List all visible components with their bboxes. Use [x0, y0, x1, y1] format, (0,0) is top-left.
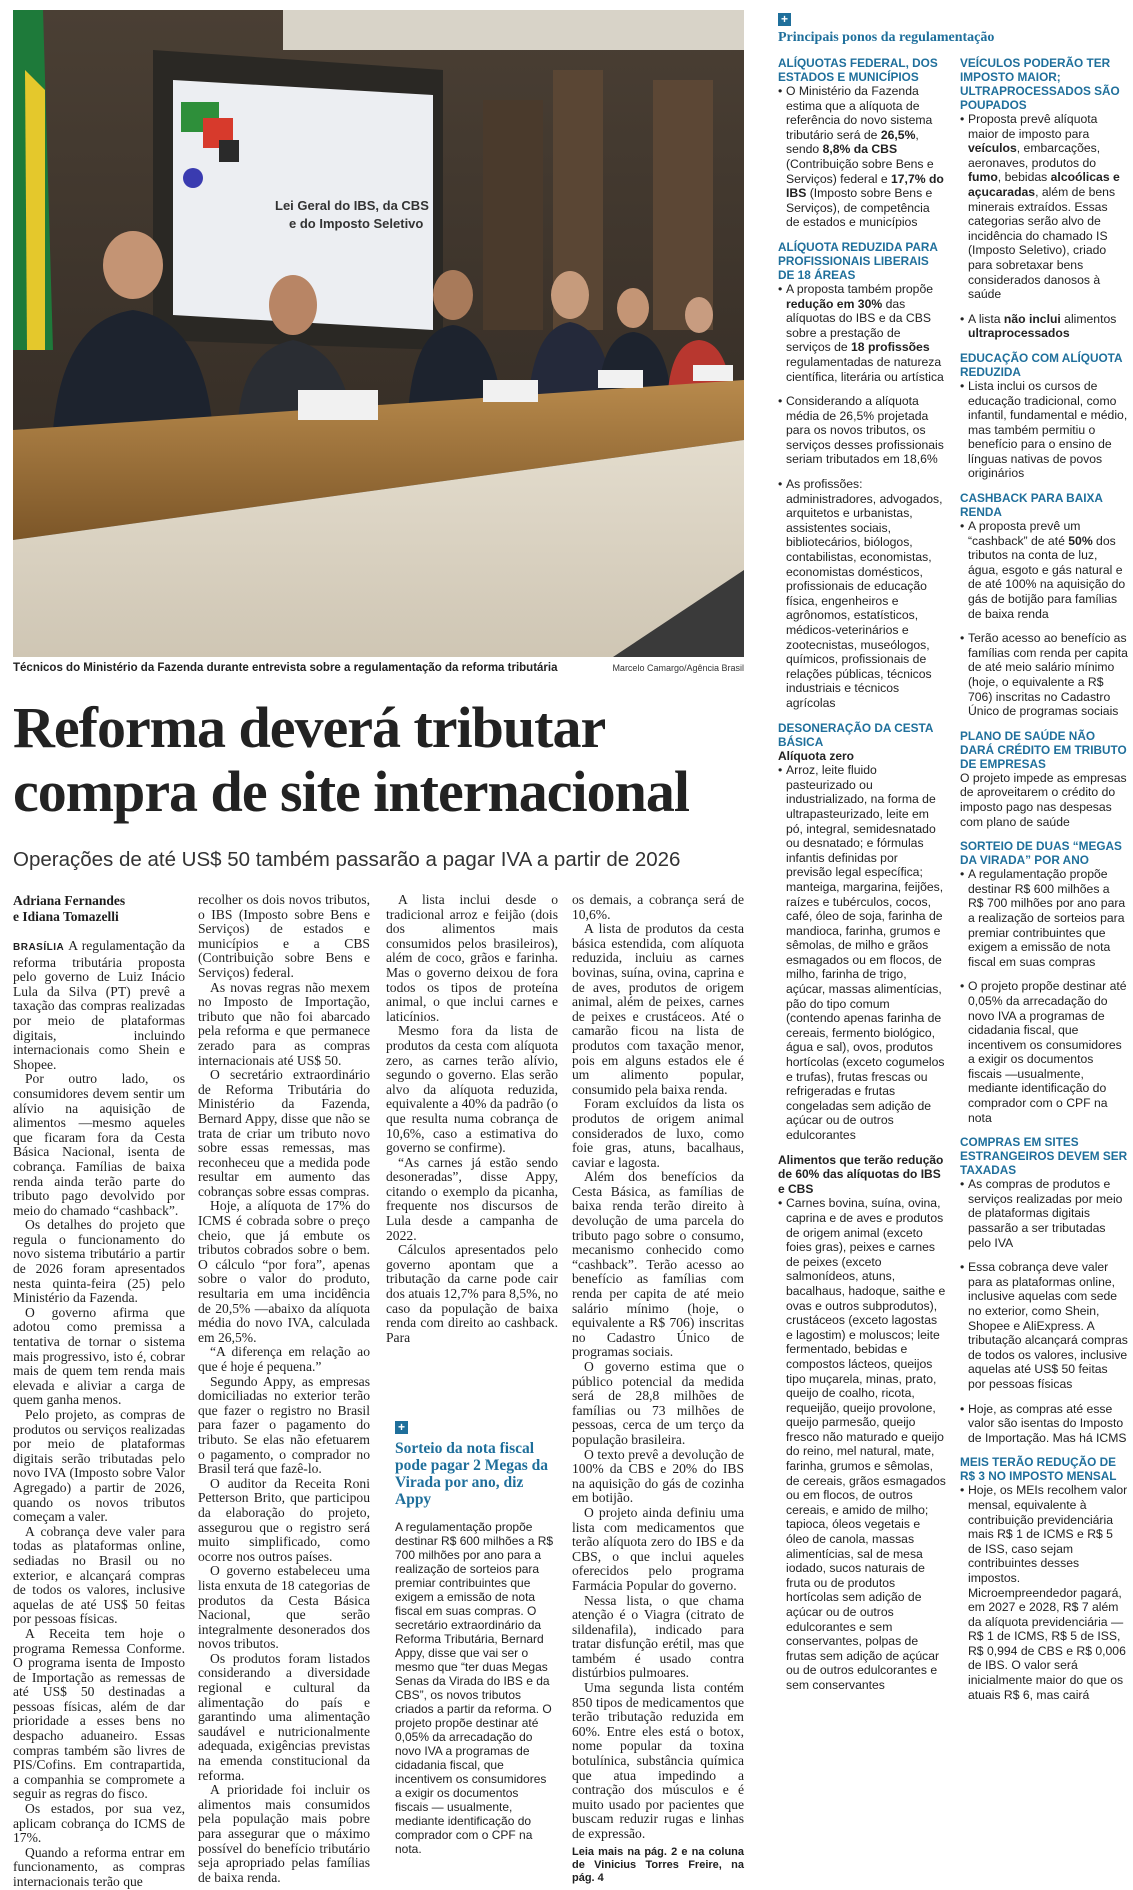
article-column-3 — [386, 893, 558, 1345]
paragraph: “A diferença em relação ao que é hoje é pequena.” — [198, 1344, 370, 1374]
paragraph: O governo estabeleceu uma lista enxuta de 18 categorias de produtos da Cesta Básica Nacional, que serão integralmente desonerados dos novos tributos. — [198, 1563, 370, 1652]
dateline: BRASÍLIA — [13, 942, 65, 953]
paragraph: Por outro lado, os consumidores devem sentir um alívio na aquisição de alimentos —mesmo aqueles que ficaram fora da Cesta Básica Nacional, isenta de cobrança. Famílias de baixa renda ainda terão parte do tributo pago devolvido por meio do chamado “cashback”. — [13, 1071, 185, 1218]
sidebox-title: Sorteio da nota fiscal pode pagar 2 Megas da Virada por ano, diz Appy — [395, 1440, 549, 1508]
paragraph: Pelo projeto, as compras de produtos ou serviços realizadas por meio de plataformas digitais serão tributadas pelo novo IVA (Imposto sobre Valor Agregado) a partir de 2026, quando os novos tributos começam a valer. — [13, 1407, 185, 1525]
section-heading: ALÍQUOTAS FEDERAL, DOS ESTADOS E MUNICÍPIOS — [778, 56, 938, 84]
section-aliquotas — [778, 56, 946, 230]
section-heading: EDUCAÇÃO COM ALÍQUOTA REDUZIDA — [960, 350, 1123, 379]
paragraph: O texto prevê a devolução de 100% da CBS e 20% do IBS na aquisição do gás de cozinha em botijão. — [572, 1446, 744, 1506]
paragraph: As novas regras não mexem no Imposto de Importação, tributo que não foi abarcado pela reforma e que permanece zerado para as compras internacionais até US$ 50. — [198, 979, 370, 1068]
section-cesta-basica — [778, 721, 946, 1693]
section-heading: DESONERAÇÃO DA CESTA BÁSICA — [778, 720, 933, 749]
plus-icon: + — [395, 1421, 408, 1434]
section-sorteio — [960, 839, 1128, 1125]
paragraph: Os detalhes do projeto que regula o funcionamento do novo sistema tributário a partir de 2026 foram apresentados nesta quinta-feira (25) pelo Ministério da Fazenda. — [13, 1217, 185, 1306]
plus-icon: + — [778, 13, 791, 26]
byline-author-1: Adriana Fernandes — [13, 893, 126, 908]
subheadline: Operações de até US$ 50 também passarão a pagar IVA a partir de 2026 — [13, 848, 681, 871]
paragraph: Além dos benefícios da Cesta Básica, as famílias de baixa renda terão direito à devolução de uma parcela do tributo pago sobre o consumo, mecanismo conhecido como “cashback”. Terão acesso ao benefício as famílias com renda per capita de até meio salário mínimo (hoje, o equivalente a R$ 706) inscritas no Cadastro Único de programas sociais. — [572, 1169, 744, 1360]
article-column-1 — [13, 893, 185, 1890]
paragraph: A lista de produtos da cesta básica estendida, com alíquota reduzida, incluiu as carnes bovinas, suína, ovina, caprina e de aves, produtos de origem animal, além de peixes, carnes de peixes e crustáceos. Até o camarão ficou na lista de produtos com taxação menor, pois em alguns estados ele é um alimento popular, consumido pela baixa renda. — [572, 921, 744, 1097]
paragraph: A lista inclui desde o tradicional arroz e feijão (dois dos alimentos mais consumidos pelos brasileiros), além de coco, grãos e farinha. Mas o governo deixou de fora todos os tipos de proteína animal, o que inclui carnes e laticínios. — [386, 892, 558, 1024]
photo-caption — [13, 662, 744, 674]
bullet: • A proposta prevê um “cashback” de até 50% dos tributos na conta de luz, água, esgoto e gás natural e de até 100% na aquisição do gás de botijão para famílias de baixa renda — [960, 519, 1128, 621]
byline — [13, 893, 185, 925]
bullet: • A proposta também propõe redução em 30% das alíquotas do IBS e da CBS sobre a prestação de serviços de 18 profissões regulamentadas de natureza científica, literária ou artística — [778, 282, 946, 384]
headline-line-1: Reforma deverá tributar — [13, 695, 606, 760]
bullet: • As compras de produtos e serviços realizadas por meio de plataformas digitais passarão a ser tributadas pelo IVA — [960, 1177, 1128, 1250]
section-sites — [960, 1135, 1128, 1445]
bullet: • Terão acesso ao benefício as famílias com renda per capita de até meio salário mínimo (hoje, o equivalente a R$ 706) inscritas no Cadastro Único de programas sociais — [960, 631, 1128, 719]
panel-column-right — [960, 56, 1128, 1712]
headline — [13, 696, 744, 824]
paragraph: Quando a reforma entrar em funcionamento, as compras internacionais terão que — [13, 1844, 185, 1889]
bullet: • O projeto propõe destinar até 0,05% da arrecadação do novo IVA a programas de cidadania fiscal, que incentivem os consumidores a exigir os documentos fiscais —usualmente, mediante identificação do comprador com o CPF na nota — [960, 979, 1128, 1125]
read-more-note: Leia mais na pág. 2 e na coluna de Vinicius Torres Freire, na pág. 4 — [572, 1845, 744, 1884]
paragraph: O projeto ainda definiu uma lista com medicamentos que terão alíquota zero do IBS e da CBS, o que inclui aqueles oferecidos pelo programa Farmácia Popular do governo. — [572, 1504, 744, 1593]
section-cashback — [960, 491, 1128, 719]
paragraph: Mesmo fora da lista de produtos da cesta com alíquota zero, as carnes terão alívio, segundo o governo. Elas serão alvo da alíquota reduzida, equivalente a 40% da padrão (o que resulta numa cobrança de 10,6%, caso a estimativa do governo se confirme). — [386, 1023, 558, 1156]
section-heading: COMPRAS EM SITES ESTRANGEIROS DEVEM SER TAXADAS — [960, 1135, 1128, 1178]
bullet: • Carnes bovina, suína, ovina, caprina e de aves e produtos de origem animal (exceto foies gras), peixes e carnes de peixes (exceto salmonídeos, atuns, bacalhaus, hadoque, saithe e ovas e outros subprodutos), crustáceos (exceto lagostas e lagostim) e moluscos; leite fermentado, bebidas e compostos lácteos, queijos tipo muçarela, minas, prato, queijo de coalho, ricota, requeijão, queijo provolone, queijo parmesão, queijo fresco não maturado e queijo do reino, mel natural, mate, farinha, grumos e sêmolas, de cereais, grãos esmagados ou em flocos, de outros cereais, e amido de milho; tapioca, óleos vegetais e óleo de canola, massas alimentícias, sal de mesa iodado, sucos naturais de fruta ou de produtos hortícolas sem adição de açúcar ou de outros edulcorantes e sem conservantes, polpas de frutas sem adição de açúcar ou de outros edulcorantes e sem conservantes — [778, 1196, 946, 1692]
caption-text: Técnicos do Ministério da Fazenda durante entrevista sobre a regulamentação da reforma tributária — [13, 662, 558, 674]
section-heading: CASHBACK PARA BAIXA RENDA — [960, 491, 1103, 520]
section-text: O projeto impede as empresas de aproveitarem o crédito do imposto pago nas despesas com plano de saúde — [960, 770, 1127, 829]
paragraph: Os estados, por sua vez, aplicam cobrança do ICMS de 17%. — [13, 1801, 185, 1846]
paragraph: Nessa lista, o que chama atenção é o Viagra (citrato de sildenafila), indicado para tratar disfunção erétil, mas que também é usado contra distúrbios pulmoares. — [572, 1592, 744, 1681]
paragraph: BRASÍLIA A regulamentação da reforma tributária proposta pelo governo de Luiz Inácio Lula da Silva (PT) prevê a taxação das compras realizadas por meio de plataformas digitais, incluindo internacionais como Shein e Shopee. — [13, 938, 185, 1072]
panel-title: Principais ponos da regulamentação — [778, 30, 995, 45]
section-heading: PLANO DE SAÚDE NÃO DARÁ CRÉDITO EM TRIBUTO DE EMPRESAS — [960, 728, 1127, 771]
bullet: • Lista inclui os cursos de educação tradicional, como infantil, fundamental e médio, mas também permitiu o benefício para o ensino de línguas nativas de povos originários — [960, 379, 1128, 481]
paragraph: O governo afirma que adotou como premissa a tentativa de tornar o sistema mais progressivo, isto é, cobrar mais de quem tem renda mais elevada e aliviar a carga de quem ganha menos. — [13, 1304, 185, 1408]
section-heading: MEIS TERÃO REDUÇÃO DE R$ 3 NO IMPOSTO MENSAL — [960, 1455, 1117, 1484]
paragraph: Cálculos apresentados pelo governo apontam que a tributação da carne pode cair dos atuais 12,7% para 8,5%, no caso da população de baixa renda com direito ao cashback. Para — [386, 1242, 558, 1345]
photo-credit: Marcelo Camargo/Agência Brasil — [612, 663, 744, 673]
section-plano-saude — [960, 729, 1128, 829]
regulation-highlights-panel — [778, 10, 1128, 1702]
section-heading: VEÍCULOS PODERÃO TER IMPOSTO MAIOR; ULTRAPROCESSADOS SÃO POUPADOS — [960, 56, 1120, 112]
section-veiculos — [960, 56, 1128, 341]
article-column-2 — [198, 893, 370, 1885]
screen-line-1: Lei Geral do IBS, da CBS — [275, 198, 429, 213]
sidebar-box — [395, 1418, 555, 1856]
article-column-4 — [572, 893, 744, 1885]
paragraph: Segundo Appy, as empresas domiciliadas no exterior terão que fazer o registro no Brasil para fazer o pagamento do tributo. Se elas não efetuarem o pagamento, o comprador no Brasil terá que fazê-lo. — [198, 1373, 370, 1477]
paragraph: recolher os dois novos tributos, o IBS (Imposto sobre Bens e Serviços) de estados e municípios e a CBS (Contribuição sobre Bens e Serviços) federal. — [198, 892, 370, 980]
paragraph: O auditor da Receita Roni Petterson Brito, que participou da elaboração do projeto, assegurou que o registro será muito simplificado, como ocorre nos outros países. — [198, 1475, 370, 1564]
bullet: • As profissões: administradores, advogados, arquitetos e urbanistas, assistentes sociais, bibliotecários, biólogos, contabilistas, economistas, economistas domésticos, profissionais de educação física, engenheiros e agrônomos, estatísticos, médicos-veterinários e zootecnistas, museólogos, químicos, profissionais de relações públicas, técnicos industriais e técnicos agrícolas — [778, 477, 946, 711]
section-educacao — [960, 351, 1128, 481]
bullet: • Essa cobrança deve valer para as plataformas online, inclusive aquelas com sede no exterior, como Shein, Shopee e AliExpress. A tributação alcançará compras de todos os valores, inclusive aquelas até US$ 50 feitas por pessoas físicas — [960, 1260, 1128, 1391]
paragraph: os demais, a cobrança será de 10,6%. — [572, 892, 744, 922]
section-heading: ALÍQUOTA REDUZIDA PARA PROFISSIONAIS LIBERAIS DE 18 ÁREAS — [778, 239, 938, 282]
bullet: • Considerando a alíquota média de 26,5% projetada para os novos tributos, os serviços desses profissionais seriam tributados em 18,6% — [778, 394, 946, 467]
news-photo — [13, 10, 744, 657]
photo-illustration — [13, 10, 744, 657]
bullet: • O Ministério da Fazenda estima que a alíquota de referência do novo sistema tributário será de 26,5%, sendo 8,8% da CBS (Contribuição sobre Bens e Serviços) federal e 17,7% do IBS (Imposto sobre Bens e Serviços), de competência de estados e municípios — [778, 84, 946, 230]
paragraph: O governo estima que o público potencial da medida será de 28,8 milhões de famílias ou 73 milhões de pessoas, cerca de um terço da população brasileira. — [572, 1359, 744, 1447]
headline-line-2: compra de site internacional — [13, 759, 689, 824]
section-profissionais — [778, 240, 946, 711]
section-subheading: Alimentos que terão redução de 60% das alíquotas do IBS e CBS — [778, 1152, 944, 1196]
paragraph: Os produtos foram listados considerando a diversidade regional e cultural da alimentação do país e garantindo uma alimentação saudável e nutricionalmente adequada, exigências previstas na emenda constitucional da reforma. — [198, 1650, 370, 1783]
paragraph: A prioridade foi incluir os alimentos mais consumidos pela população mais pobre para assegurar que o máximo possível do benefício tributário seja apropriado pelas famílias de baixa renda. — [198, 1782, 370, 1885]
paragraph: “As carnes já estão sendo desoneradas”, disse Appy, citando o exemplo da picanha, frequente nos discursos de Lula desde a campanha de 2022. — [386, 1154, 558, 1243]
bullet: • Proposta prevê alíquota maior de imposto para veículos, embarcações, aeronaves, produtos do fumo, bebidas alcoólicas e açucaradas, além de bens minerais extraídos. Essas categorias serão alvo de incidência do chamado IS (Imposto Seletivo), criado para sobretaxar bens considerados danosos à saúde — [960, 112, 1128, 302]
section-heading: SORTEIO DE DUAS “MEGAS DA VIRADA” POR ANO — [960, 839, 1122, 868]
bullet: • A lista não inclui alimentos ultraprocessados — [960, 312, 1128, 341]
byline-author-2: e Idiana Tomazelli — [13, 909, 119, 924]
bullet: • A regulamentação propõe destinar R$ 600 milhões a R$ 700 milhões por ano para a realização de sorteios para premiar contribuintes que exigem a emissão de nota fiscal em suas compras — [960, 867, 1128, 969]
paragraph: Hoje, a alíquota de 17% do ICMS é cobrada sobre o preço cheio, que já embute os tributos cobrados sobre o bem. O cálculo “por fora”, apenas sobre o valor do produto, resultaria em uma incidência de 20,5% —abaixo da alíquota média do novo IVA, calculada em 26,5%. — [198, 1198, 370, 1345]
screen-line-2: e do Imposto Seletivo — [289, 216, 424, 231]
bullet: • Hoje, os MEIs recolhem valor mensal, equivalente à contribuição previdenciária mais R$ 1 de ICMS e R$ 5 de ISS, caso sejam contribuintes desses impostos. Microempreendedor pagará, em 2027 e 2028, R$ 7 além da alíquota previdenciária —R$ 1 de ICMS, R$ 5 de ISS, R$ 0,994 de CBS e R$ 0,006 de IBS. O valor será inicialmente maior do que os atuais R$ 6, mas cairá — [960, 1483, 1128, 1702]
panel-column-left — [778, 56, 946, 1703]
paragraph: O secretário extraordinário de Reforma Tributária do Ministério da Fazenda, Bernard Appy, disse que não se trata de criar um tributo novo sobre essas remessas, mas reconheceu que a medida pode resultar em aumento das cobranças sobre essas compras. — [198, 1067, 370, 1199]
paragraph: A Receita tem hoje o programa Remessa Conforme. O programa isenta de Imposto de Importação as remessas de até US$ 50 destinadas a pessoas físicas, além de dar prioridade a esses bens no despacho aduaneiro. Essas compras também são livres de PIS/Cofins. Em contrapartida, a companhia se compromete a seguir as regras do fisco. — [13, 1625, 185, 1802]
paragraph: A cobrança deve valer para todas as plataformas online, sediadas no Brasil ou no exterior, e alcançará compras de todos os valores, inclusive aquelas de até US$ 50 feitas por pessoas físicas. — [13, 1523, 185, 1627]
bullet: • Hoje, as compras até esse valor são isentas do Imposto de Importação. Mas há ICMS — [960, 1402, 1128, 1446]
sidebox-body: A regulamentação propõe destinar R$ 600 milhões a R$ 700 milhões por ano para a realização de sorteios para premiar contribuintes que exigem a emissão de nota fiscal em suas compras. O secretário extraordinário da Reforma Tributária, Bernard Appy, disse que vai ser o mesmo que “ter duas Megas Senas da Virada do IBS e da CBS”, os novos tributos criados a partir da reforma. O projeto propõe destinar até 0,05% da arrecadação do novo IVA a programas de cidadania fiscal, que incentivem os consumidores a exigir os documentos fiscais — usualmente, mediante identificação do comprador com o CPF na nota. — [395, 1520, 554, 1856]
section-subheading: Alíquota zero — [778, 748, 855, 763]
paragraph: Uma segunda lista contém 850 tipos de medicamentos que terão tributação reduzida em 60%. Entre eles está o botox, nome popular da toxina botulínica, substância química que atua impedindo a contração dos músculos e é muito usado por pacientes que buscam reduzir rugas e linhas de expressão. — [572, 1680, 744, 1841]
paragraph: Foram excluídos da lista os produtos de origem animal considerados de luxo, como foie gras, atuns, bacalhaus, caviar e lagosta. — [572, 1096, 744, 1170]
bullet: • Arroz, leite fluido pasteurizado ou industrializado, na forma de ultrapasteurizado, leite em pó, integral, semidesnatado ou desnatado; e fórmulas infantis definidas por previsão legal específica; manteiga, margarina, feijões, raízes e tubérculos, cocos, café, óleo de soja, farinha de mandioca, farinha, grumos e sêmolas, de milho e grãos esmagados ou em flocos, de milho, farinha de trigo, açúcar, massas alimentícias, pão do tipo comum (contendo apenas farinha de cereais, fermento biológico, água e sal), ovos, produtos hortícolas (exceto cogumelos e trufas), frutas frescas ou refrigeradas e frutas congeladas sem adição de açúcar ou de outros edulcorantes — [778, 763, 946, 1142]
section-mei — [960, 1455, 1128, 1702]
